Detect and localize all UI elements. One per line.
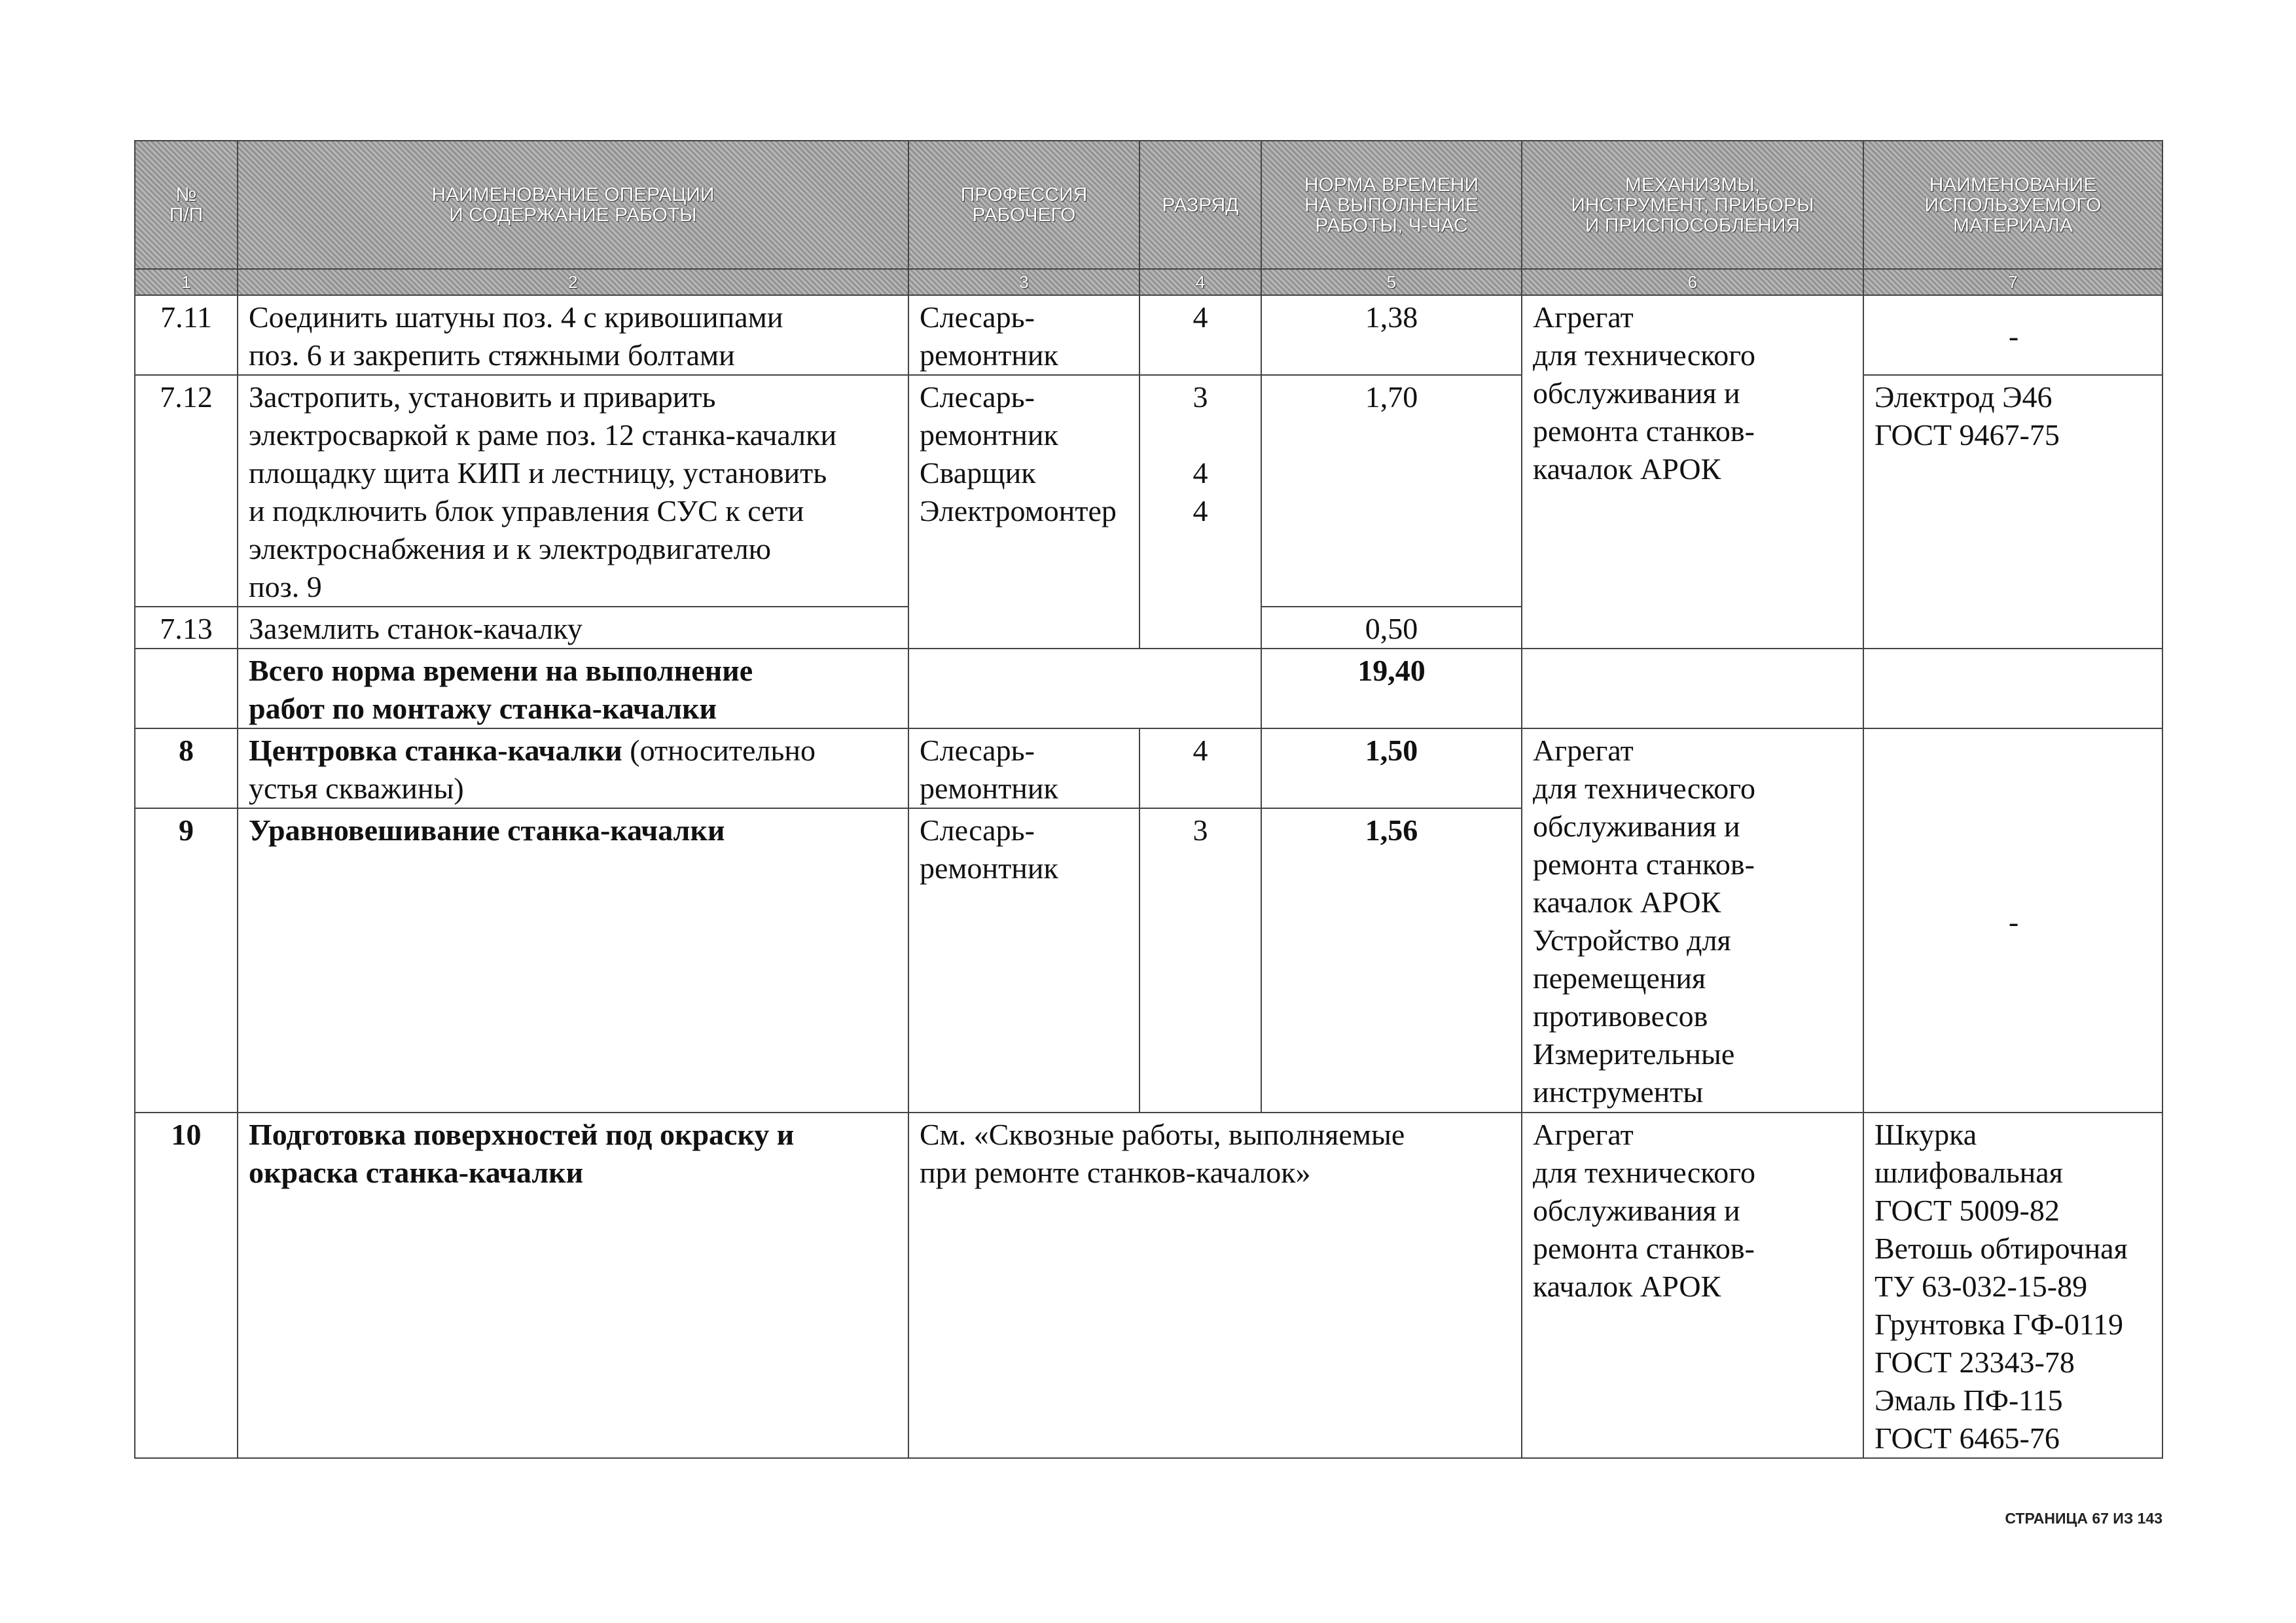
header-col-6: МЕХАНИЗМЫ, ИНСТРУМЕНТ, ПРИБОРЫ И ПРИСПОСОБЛЕНИЯ [1522,141,1863,269]
header-col-2: НАИМЕНОВАНИЕ ОПЕРАЦИИ И СОДЕРЖАНИЕ РАБОТЫ [238,141,908,269]
col-number-7: 7 [1863,269,2162,295]
grade: 4 [1139,295,1261,375]
header-number-row [135,269,2162,295]
row-number: 8 [135,728,238,808]
row-number: 10 [135,1113,238,1458]
cross-reference: См. «Сквозные работы, выполняемые при ремонте станков-качалок» [908,1113,1522,1458]
mechanisms: Агрегат для технического обслуживания и ремонта станков- качалок АРОК Устройство для перемещения противовесов Измерительные инструменты [1522,728,1863,1113]
time-norm: 1,50 [1261,728,1522,808]
profession: Слесарь- ремонтник Сварщик Электромонтер [908,375,1139,649]
operation-text: Заземлить станок-качалку [238,607,908,649]
operation-text: Центровка станка-качалки (относительно устья скважины) [238,728,908,808]
profession: Слесарь- ремонтник [908,295,1139,375]
table-row [135,1113,2162,1458]
page-number: СТРАНИЦА 67 ИЗ 143 [2005,1510,2162,1527]
grade: 4 [1139,728,1261,808]
total-row [135,649,2162,728]
grade: 3 4 4 [1139,375,1261,649]
mechanisms: Агрегат для технического обслуживания и ремонта станков- качалок АРОК [1522,295,1863,649]
material: Шкурка шлифовальная ГОСТ 5009-82 Ветошь обтирочная ТУ 63-032-15-89 Грунтовка ГФ-0119 ГОСТ 23343-78 Эмаль ПФ-115 ГОСТ 6465-76 [1863,1113,2162,1458]
header-col-1: № П/П [135,141,238,269]
grade: 3 [1139,808,1261,1113]
total-label: Всего норма времени на выполнение работ по монтажу станка-качалки [238,649,908,728]
material: - [1863,295,2162,375]
row-number: 7.12 [135,375,238,607]
col-number-6: 6 [1522,269,1863,295]
operation-text: Уравновешивание станка-качалки [238,808,908,1113]
time-norm: 1,56 [1261,808,1522,1113]
time-norm: 1,70 [1261,375,1522,607]
col-number-2: 2 [238,269,908,295]
time-norm: 1,38 [1261,295,1522,375]
header-col-3: ПРОФЕССИЯ РАБОЧЕГО [908,141,1139,269]
material: Электрод Э46 ГОСТ 9467-75 [1863,375,2162,649]
operation-text: Соединить шатуны поз. 4 с кривошипами поз. 6 и закрепить стяжными болтами [238,295,908,375]
header-col-5: НОРМА ВРЕМЕНИ НА ВЫПОЛНЕНИЕ РАБОТЫ, Ч-ЧАС [1261,141,1522,269]
row-number: 9 [135,808,238,1113]
operation-text: Застропить, установить и приварить электросваркой к раме поз. 12 станка-качалки площадку щита КИП и лестницу, установить и подключить блок управления СУС к сети электроснабжения и к электродвигателю поз. 9 [238,375,908,607]
table-row [135,728,2162,808]
header-col-7: НАИМЕНОВАНИЕ ИСПОЛЬЗУЕМОГО МАТЕРИАЛА [1863,141,2162,269]
col-number-5: 5 [1261,269,1522,295]
col-number-3: 3 [908,269,1139,295]
row-number: 7.11 [135,295,238,375]
col-number-1: 1 [135,269,238,295]
operations-table [134,140,2163,1459]
total-time: 19,40 [1261,649,1522,728]
material: - [1863,728,2162,1113]
profession: Слесарь- ремонтник [908,728,1139,808]
mechanisms: Агрегат для технического обслуживания и ремонта станков- качалок АРОК [1522,1113,1863,1458]
header-col-4: РАЗРЯД [1139,141,1261,269]
col-number-4: 4 [1139,269,1261,295]
operation-text: Подготовка поверхностей под окраску и окраска станка-качалки [238,1113,908,1458]
time-norm: 0,50 [1261,607,1522,649]
row-number: 7.13 [135,607,238,649]
header-row [135,141,2162,269]
table-row [135,295,2162,375]
profession: Слесарь- ремонтник [908,808,1139,1113]
